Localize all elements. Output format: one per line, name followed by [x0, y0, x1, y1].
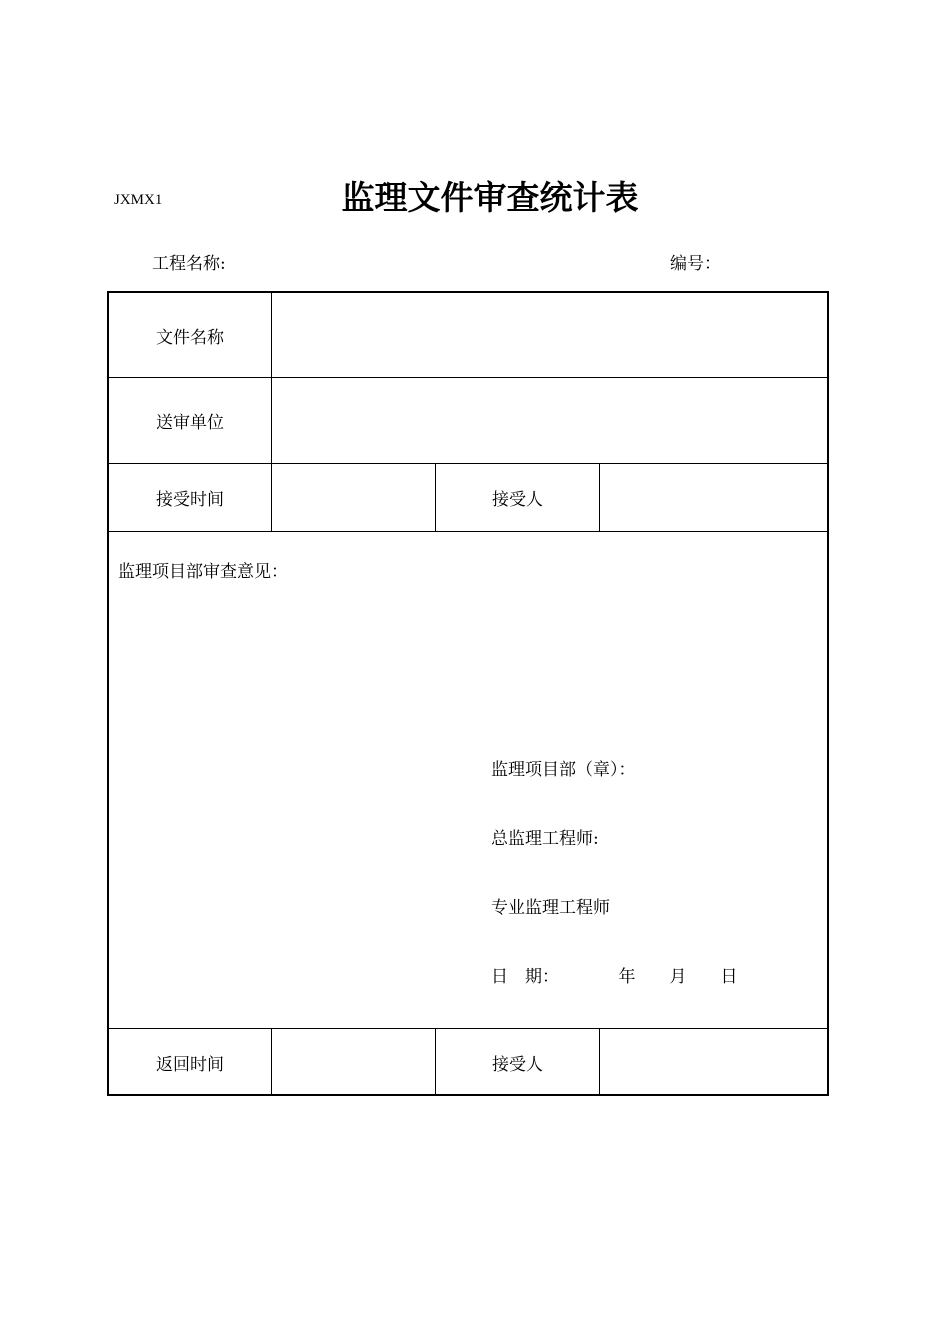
- review-opinion-field[interactable]: [109, 589, 829, 739]
- document-code: JXMX1: [114, 192, 163, 208]
- row-divider: [109, 531, 827, 532]
- return-time-field[interactable]: [273, 1029, 435, 1096]
- receive-time-field[interactable]: [273, 464, 435, 531]
- dept-seal-label: 监理项目部（章）：: [491, 760, 636, 780]
- document-number-label: 编号：: [670, 254, 721, 274]
- file-name-field[interactable]: [273, 293, 829, 377]
- submitting-unit-field[interactable]: [273, 378, 829, 463]
- project-name-label: 工程名称:: [152, 254, 226, 274]
- return-receiver-label: 接受人: [492, 1055, 543, 1075]
- column-divider: [271, 1028, 272, 1096]
- chief-engineer-label: 总监理工程师:: [491, 829, 599, 849]
- column-divider: [599, 1028, 600, 1096]
- date-line: 日 期： 年 月 日: [491, 967, 738, 987]
- return-time-label: 返回时间: [156, 1055, 224, 1075]
- column-divider: [271, 293, 272, 531]
- receive-time-label: 接受时间: [156, 490, 224, 510]
- file-name-label: 文件名称: [156, 327, 224, 348]
- review-form-table: [107, 291, 829, 1096]
- receiver-label: 接受人: [492, 490, 543, 510]
- receiver-field[interactable]: [601, 464, 829, 531]
- review-opinion-label: 监理项目部审查意见：: [118, 562, 288, 582]
- return-receiver-field[interactable]: [601, 1029, 829, 1096]
- submitting-unit-label: 送审单位: [156, 413, 224, 433]
- column-divider: [599, 463, 600, 531]
- specialist-engineer-label: 专业监理工程师: [491, 898, 610, 918]
- page-title: 监理文件审查统计表: [341, 178, 639, 217]
